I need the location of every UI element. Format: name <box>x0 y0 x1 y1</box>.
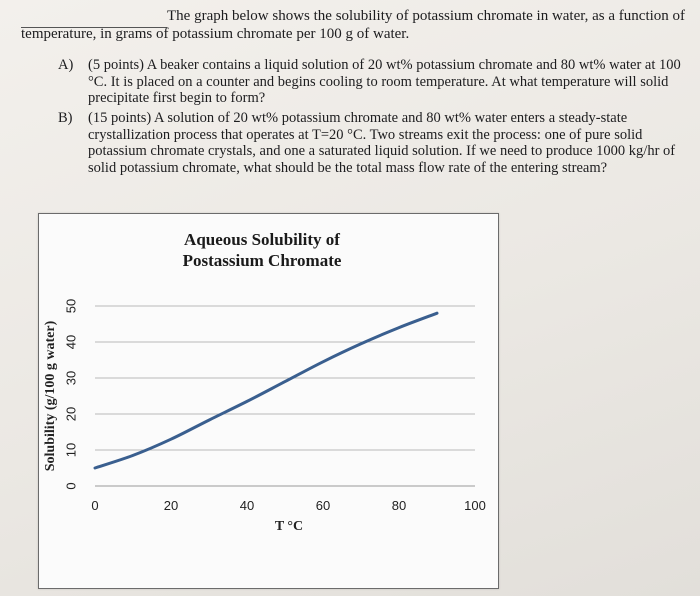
y-tick-label: 40 <box>63 334 79 350</box>
question-b-line: potassium chromate crystals, and one a saturated liquid solution. If we need to produce 1000 kg/hr of <box>88 143 676 159</box>
question-b-label: B) <box>58 110 73 126</box>
intro-line-1: The graph below shows the solubility of potassium chromate in water, as a function of <box>167 8 686 24</box>
question-a-body <box>88 57 698 107</box>
chart-title-line: Postassium Chromate <box>182 251 342 270</box>
question-a-line: precipitate first begin to form? <box>88 90 266 106</box>
y-tick-label: 20 <box>63 406 79 422</box>
y-tick-label: 50 <box>63 298 79 314</box>
solubility-curve <box>95 313 437 468</box>
solubility-chart <box>38 213 499 589</box>
x-tick-label: 80 <box>391 498 407 513</box>
x-tick-label: 20 <box>163 498 179 513</box>
y-tick-label: 0 <box>63 482 79 490</box>
question-b-body <box>88 110 698 176</box>
chart-title-line: Aqueous Solubility of <box>184 230 340 249</box>
question-a-label: A) <box>58 57 74 73</box>
question-b-line: (15 points) A solution of 20 wt% potassium chromate and 80 wt% water enters a steady-state <box>88 110 628 126</box>
x-tick-label: 0 <box>91 498 99 513</box>
y-tick-label: 30 <box>63 370 79 386</box>
question-b-line: crystallization process that operates at T=20 °C. Two streams exit the process: one of pure solid <box>88 126 643 143</box>
question-a-line: (5 points) A beaker contains a liquid solution of 20 wt% potassium chromate and 80 wt% water at 100 <box>88 57 681 73</box>
x-tick-label: 40 <box>239 498 255 513</box>
x-axis-label: T °C <box>274 519 304 534</box>
question-a-line: °C. It is placed on a counter and begins cooling to room temperature. At what temperature will solid <box>88 73 669 90</box>
question-b-line: solid potassium chromate, what should be the total mass flow rate of the entering stream? <box>88 159 608 176</box>
x-tick-label: 100 <box>464 498 486 513</box>
intro-line-2: temperature, in grams of potassium chromate per 100 g of water. <box>21 26 410 42</box>
x-tick-label: 60 <box>315 498 331 513</box>
chart-svg <box>39 214 498 588</box>
y-tick-label: 10 <box>63 442 79 458</box>
y-axis-label: Solubility (g/100 g water) <box>43 320 59 472</box>
